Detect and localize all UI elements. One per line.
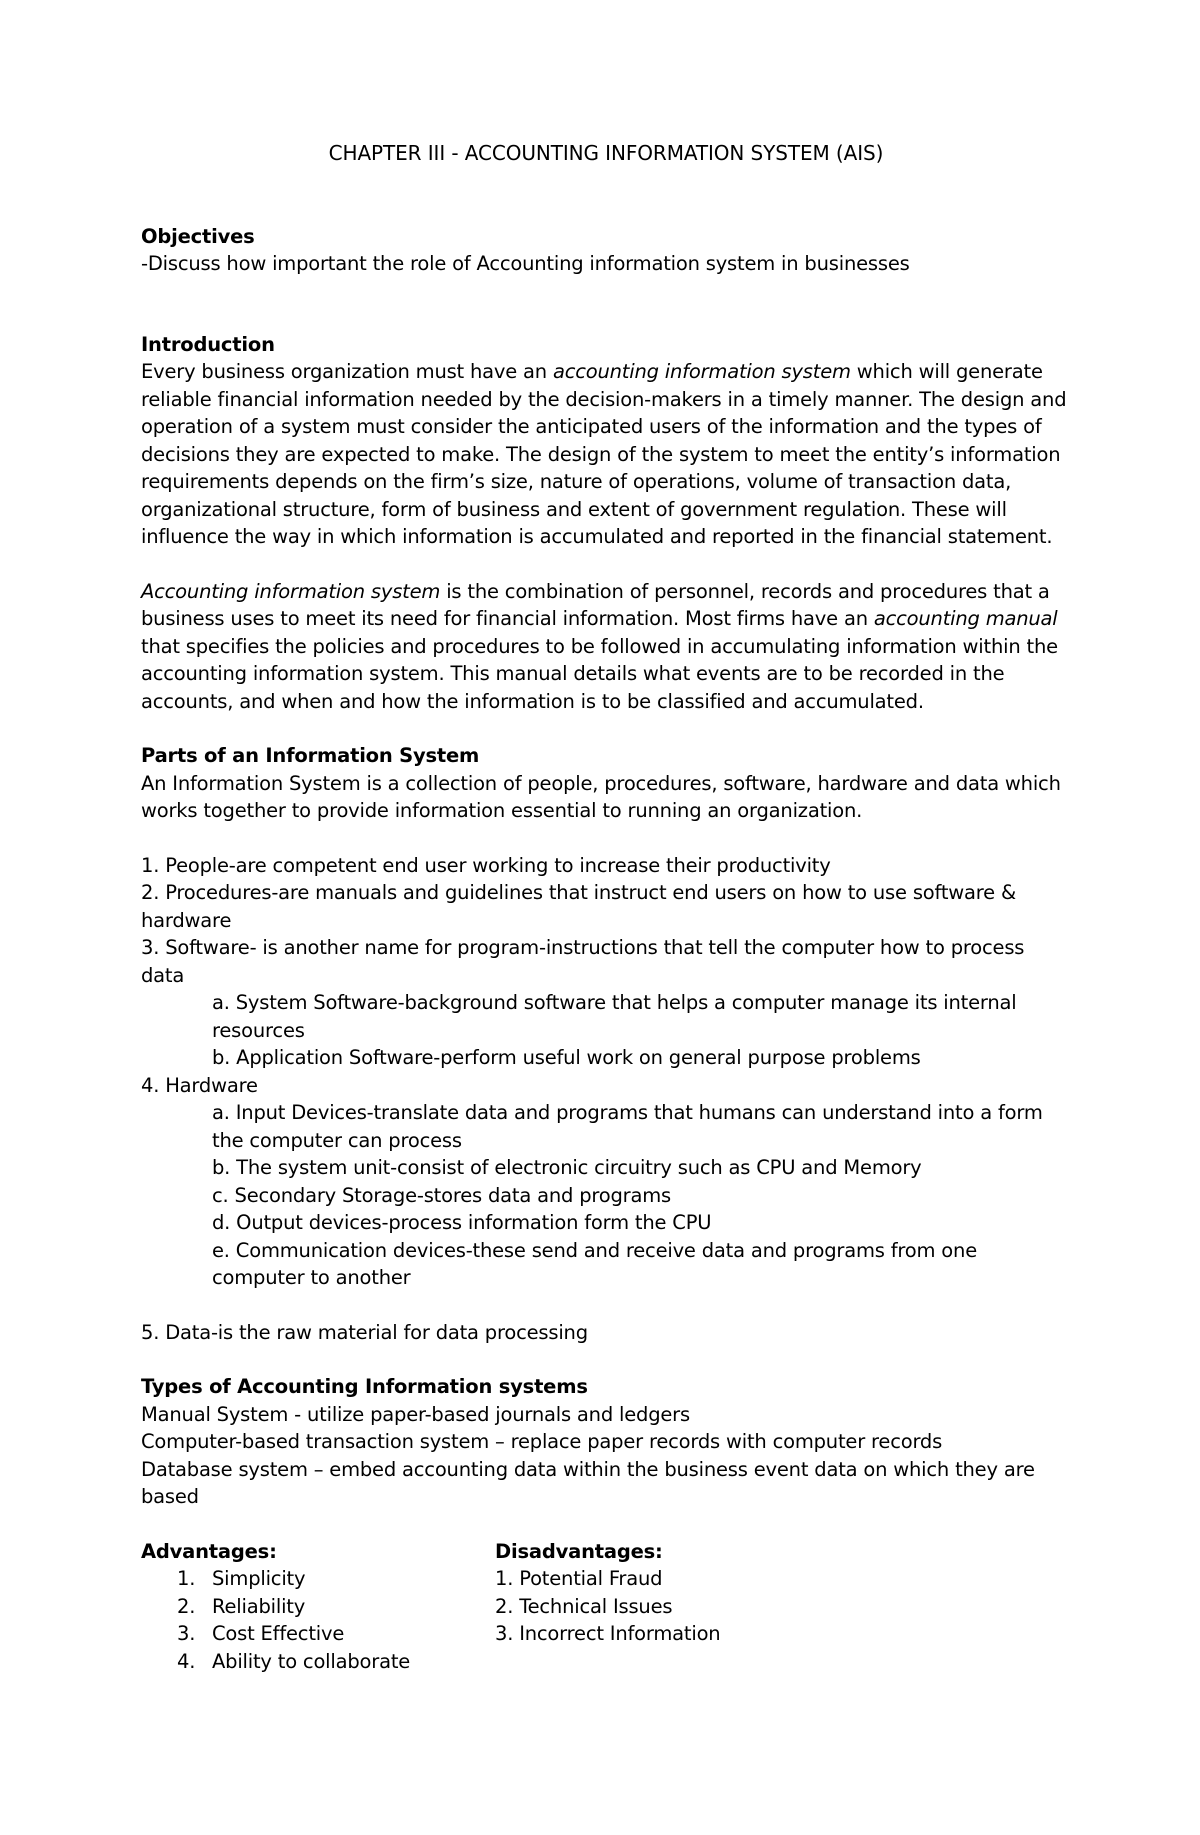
item-text: Ability to collaborate	[212, 1649, 411, 1673]
item-number: 1.	[177, 1567, 196, 1590]
software-sublist-wrapper	[141, 989, 1071, 1072]
spacer	[141, 715, 1071, 742]
list-item	[177, 1620, 495, 1648]
introduction-paragraph-2	[141, 578, 1071, 716]
list-item: 4. Hardware	[141, 1073, 258, 1097]
pros-cons-columns	[141, 1538, 1071, 1676]
parts-heading: Parts of an Information System	[141, 744, 480, 767]
item-text: Cost Effective	[212, 1622, 345, 1645]
list-item: b. Application Software-perform useful work on general purpose problems	[212, 1046, 921, 1069]
intro-p1-start: Every business organization must have an	[141, 360, 553, 383]
list-item: e. Communication devices-these send and receive data and programs from one computer to another	[212, 1238, 977, 1289]
list-item: c. Secondary Storage-stores data and programs	[212, 1183, 672, 1207]
advantages-column	[141, 1538, 495, 1676]
disadvantages-column	[495, 1538, 895, 1676]
disadvantages-heading: Disadvantages:	[495, 1539, 663, 1563]
advantages-heading: Advantages:	[141, 1539, 277, 1563]
item-number: 2.	[177, 1594, 196, 1618]
types-heading: Types of Accounting Information systems	[141, 1375, 588, 1398]
software-sublist	[141, 989, 1071, 1072]
objectives-heading: Objectives	[141, 224, 255, 248]
list-item: 3. Software- is another name for program-instructions that tell the computer how to process data	[141, 936, 1025, 987]
spacer	[141, 1346, 1071, 1373]
item-text: Reliability	[212, 1594, 306, 1618]
list-item: d. Output devices-process information form the CPU	[212, 1211, 712, 1234]
spacer	[141, 825, 1071, 852]
list-item: a. Input Devices-translate data and programs that humans can understand into a form the computer can process	[212, 1101, 1043, 1152]
item-number: 3.	[177, 1622, 196, 1645]
introduction-heading: Introduction	[141, 332, 275, 356]
intro-p1-term: accounting information system	[552, 360, 851, 383]
intro-p2-middle: is the combination of personnel, records and procedures that a business uses to meet its need for financial information. Most firms have an	[141, 579, 1050, 630]
list-item: 5. Data-is the raw material for data processing	[141, 1320, 588, 1344]
list-item	[177, 1593, 495, 1621]
list-item: 2. Technical Issues	[495, 1594, 673, 1618]
list-item	[177, 1565, 495, 1593]
hardware-sublist-wrapper	[141, 1099, 1071, 1292]
chapter-title: CHAPTER III - ACCOUNTING INFORMATION SYSTEM (AIS)	[328, 141, 884, 165]
parts-intro: An Information System is a collection of people, procedures, software, hardware and data which works together to provide information essential to running an organization.	[141, 771, 1061, 822]
list-item: Computer-based transaction system – replace paper records with computer records	[141, 1430, 943, 1453]
introduction-paragraph-1	[141, 358, 1071, 551]
list-item	[177, 1648, 495, 1676]
intro-p2-rest: that specifies the policies and procedures to be followed in accumulating information within the accounting information system. This manual details what events are to be recorded in the accounts, and when and how the information is to be classified and accumulated.	[141, 634, 1058, 713]
item-number: 4.	[177, 1649, 196, 1673]
list-item: a. System Software-background software that helps a computer manage its internal resources	[212, 991, 1017, 1042]
item-text: Simplicity	[212, 1567, 306, 1590]
list-item: 1. Potential Fraud	[495, 1567, 663, 1590]
list-item: 1. People-are competent end user working to increase their productivity	[141, 853, 831, 877]
spacer	[141, 1292, 1071, 1319]
spacer	[141, 1511, 1071, 1538]
advantages-list	[141, 1565, 495, 1675]
spacer	[141, 551, 1071, 578]
parts-list	[141, 852, 1071, 1292]
list-item: b. The system unit-consist of electronic circuitry such as CPU and Memory	[212, 1156, 922, 1179]
list-item: 3. Incorrect Information	[495, 1622, 721, 1645]
intro-p1-rest: which will generate reliable financial information needed by the decision-makers in a timely manner. The design and operation of a system must consider the anticipated users of the information and the types of decisions they are expected to make. The design of the system to meet the entity’s information requirements depends on the firm’s size, nature of operations, volume of transaction data, organizational structure, form of business and extent of government regulation. These will influence the way in which information is accumulated and reported in the financial statement.	[141, 360, 1067, 548]
objectives-text: -Discuss how important the role of Accounting information system in businesses	[141, 252, 910, 275]
intro-p2-manual-term: accounting manual	[873, 607, 1058, 630]
hardware-sublist	[141, 1099, 1071, 1292]
list-item: Database system – embed accounting data within the business event data on which they are based	[141, 1457, 1035, 1508]
intro-p2-term: Accounting information system	[141, 579, 441, 603]
list-item: 2. Procedures-are manuals and guidelines that instruct end users on how to use software & hardware	[141, 881, 1016, 932]
spacer	[141, 278, 1071, 331]
list-item: Manual System - utilize paper-based journals and ledgers	[141, 1402, 690, 1426]
document-content	[141, 140, 1071, 1675]
